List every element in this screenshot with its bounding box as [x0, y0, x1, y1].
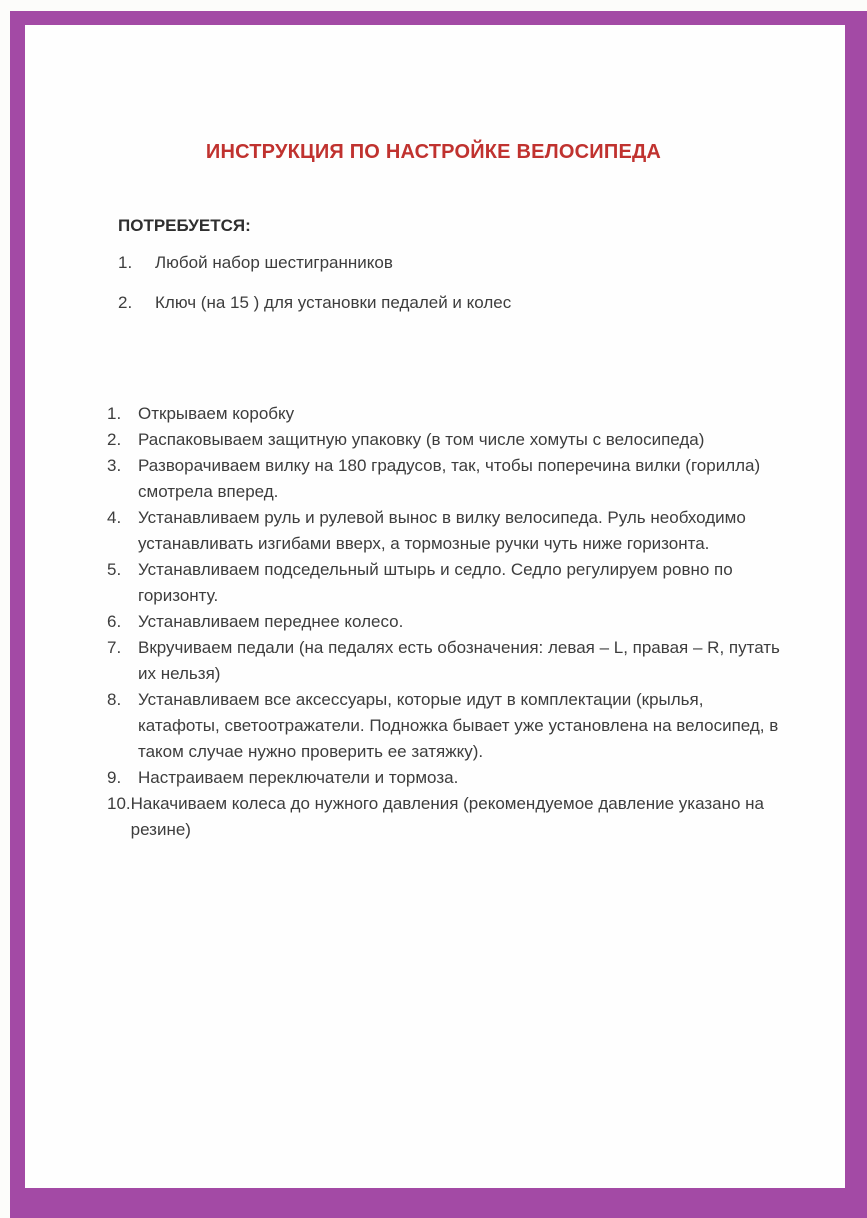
- steps-list: [107, 401, 785, 843]
- list-item: [107, 557, 785, 609]
- item-text: Разворачиваем вилку на 180 градусов, так, чтобы поперечина вилки (горилла) смотрела вперед.: [138, 456, 761, 501]
- item-number: 2.: [118, 293, 133, 312]
- item-text: Настраиваем переключатели и тормоза.: [138, 768, 459, 787]
- list-item: [107, 401, 785, 427]
- item-text: Накачиваем колеса до нужного давления (рекомендуемое давление указано на резине): [130, 794, 765, 839]
- list-item: [107, 635, 785, 687]
- item-text: Устанавливаем все аксессуары, которые идут в комплектации (крылья, катафоты, светоотражатели. Подножка бывает уже установлена на велосипед, в таком случае нужно проверить ее затяжку).: [138, 690, 779, 761]
- item-number: 1.: [107, 404, 122, 423]
- requirements-heading: ПОТРЕБУЕТСЯ:: [118, 216, 251, 235]
- item-text: Открываем коробку: [138, 404, 295, 423]
- item-text: Устанавливаем руль и рулевой вынос в вилку велосипеда. Руль необходимо устанавливать изгибами вверх, а тормозные ручки чуть ниже горизонта.: [138, 508, 746, 553]
- list-item: [107, 609, 785, 635]
- list-item: [107, 505, 785, 557]
- list-item: [107, 687, 785, 765]
- item-number: 1.: [118, 253, 133, 272]
- page-title: ИНСТРУКЦИЯ ПО НАСТРОЙКЕ ВЕЛОСИПЕДА: [205, 141, 662, 163]
- item-number: 4.: [107, 508, 122, 527]
- list-item: [118, 250, 738, 276]
- item-text: Устанавливаем переднее колесо.: [138, 612, 404, 631]
- item-text: Ключ (на 15 ) для установки педалей и колес: [155, 293, 512, 312]
- item-number: 10.: [107, 794, 131, 813]
- list-item: [107, 791, 785, 843]
- item-text: Вкручиваем педали (на педалях есть обозначения: левая – L, правая – R, путать их нельзя): [138, 638, 780, 683]
- list-item: [107, 427, 785, 453]
- requirements-list: [118, 250, 738, 330]
- list-item: [118, 290, 738, 316]
- item-number: 6.: [107, 612, 122, 631]
- item-number: 9.: [107, 768, 122, 787]
- item-text: Любой набор шестигранников: [155, 253, 393, 272]
- list-item: [107, 453, 785, 505]
- item-number: 3.: [107, 456, 122, 475]
- item-number: 7.: [107, 638, 122, 657]
- item-number: 2.: [107, 430, 122, 449]
- list-item: [107, 765, 785, 791]
- item-text: Распаковываем защитную упаковку (в том числе хомуты с велосипеда): [138, 430, 705, 449]
- item-text: Устанавливаем подседельный штырь и седло. Седло регулируем ровно по горизонту.: [138, 560, 733, 605]
- item-number: 5.: [107, 560, 122, 579]
- item-number: 8.: [107, 690, 122, 709]
